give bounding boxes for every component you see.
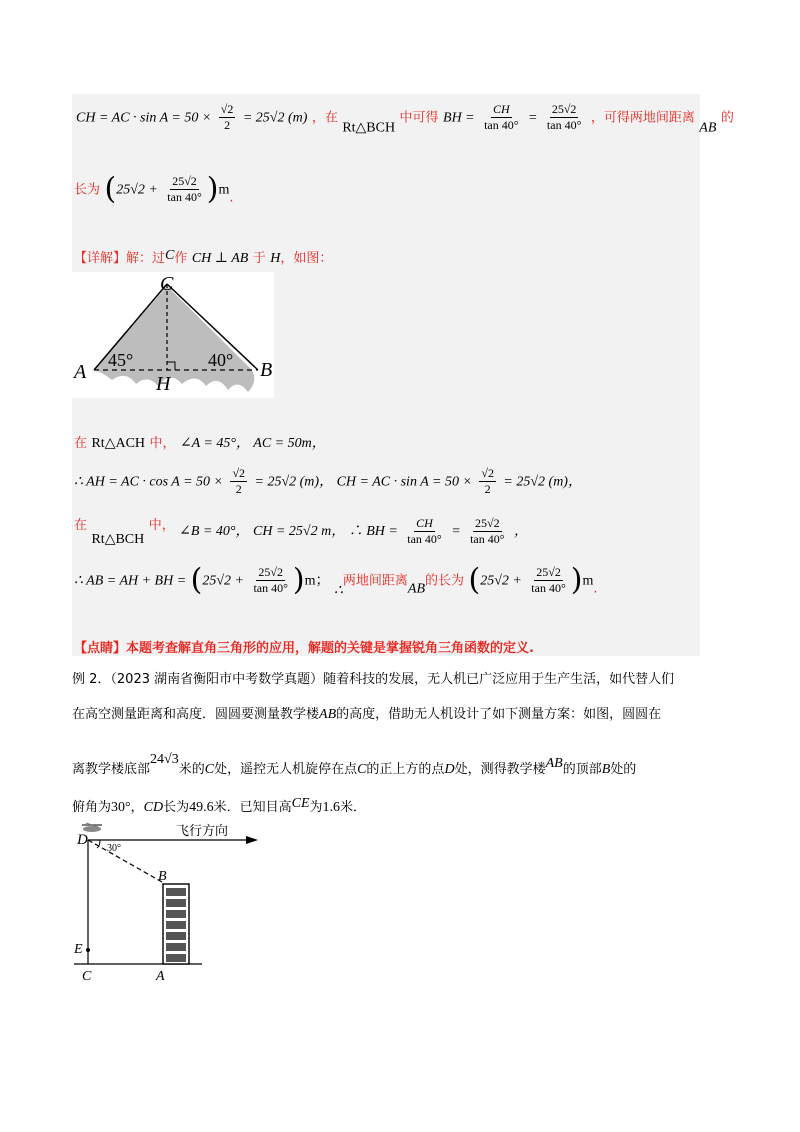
solution-line-1: CH = AC · sin A = 50 × $\frac{√2}{2}$ = 25√2 (m) ，在 Rt△BCH 中可得 BH = $\frac{CH}{\tan 40^\circ}$ = $\frac{25√2}{\tan 40^\circ}$ ，可得两地间距离 AB 的 [76, 102, 734, 136]
angle-30-label: 30° [107, 843, 121, 854]
drone-figure [70, 818, 270, 990]
drone-icon [82, 823, 102, 832]
building [163, 884, 189, 964]
step-4: ∴ AB = AH + BH = (25√2 + $\frac{25√2}{\tan 40^\circ}$ )m； ∴两地间距离AB的长为 (25√2 + $\frac{25√2}{\tan 40^\circ}$ )m. [74, 562, 598, 599]
label-A: A [156, 969, 165, 984]
label-C: C [82, 969, 92, 984]
angle-A-label: 45° [108, 350, 134, 370]
solution-line-2: 长为 (25√2 + $\frac{25√2}{\tan 40^\circ}$ )m. [74, 171, 234, 207]
sight-line [88, 840, 162, 882]
example2-line-4: 俯角为30°，CD长为49.6米．已知目高CE为1.6米． [72, 796, 367, 815]
comment-line: 【点睛】本题考查解直角三角形的应用，解题的关键是掌握锐角三角函数的定义. [74, 641, 534, 656]
label-E: E [74, 942, 83, 957]
label-B: B [158, 869, 167, 884]
triangle-figure [72, 272, 274, 398]
label-B: B [260, 359, 273, 381]
detail-line: 【详解】解：过C作 CH ⊥ AB 于 H，如图： [74, 248, 333, 266]
step-3: 在 Rt△BCH 中， ∠B = 40°， CH = 25√2 m， ∴ BH = $\frac{CH}{\tan 40^\circ}$ = $\frac{25√2}{\tan 40^\circ}$ ， [74, 515, 529, 547]
label-H: H [156, 373, 171, 395]
flight-direction-label: 飞行方向 [176, 823, 229, 838]
step-1: 在 Rt△ACH 中， ∠A = 45°， AC = 50m， [74, 436, 326, 451]
arrow-head-icon [246, 836, 258, 844]
label-A: A [74, 361, 87, 383]
example2-line-2: 在高空测量距离和高度．圆圆要测量教学楼AB的高度，借助无人机设计了如下测量方案：如图，圆圆在 [72, 707, 662, 722]
label-D: D [77, 832, 88, 848]
example2-line-3: 离教学楼底部24√3米的C处，遥控无人机旋停在点C的正上方的点D处，测得教学楼AB的顶部B处的 [72, 752, 637, 777]
label-C: C [160, 273, 174, 295]
example2-line-1: 例 2．（2023 湖南省衡阳市中考数学真题）随着科技的发展，无人机已广泛应用于生产生活，如代替人们 [72, 672, 675, 687]
angle-B-label: 40° [208, 350, 234, 370]
step-2: ∴ AH = AC · cos A = 50 × $\frac{√2}{2}$ = 25√2 (m)， CH = AC · sin A = 50 × $\frac{√2}{2}$ = 25√2 (m)， [74, 466, 582, 496]
